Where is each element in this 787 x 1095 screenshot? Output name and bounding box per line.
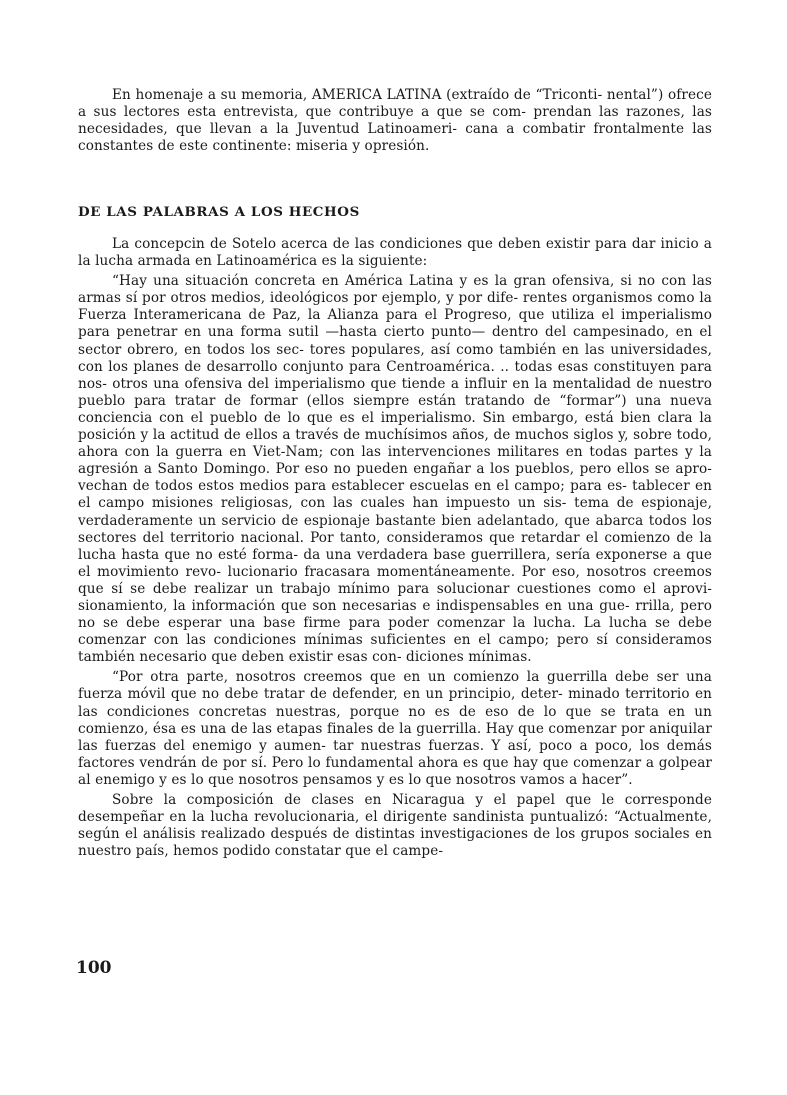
body-text: [78, 236, 712, 860]
intro-paragraph: En homenaje a su memoria, AMERICA LATINA (extraído de “Triconti- nental”) ofrece a sus lectores esta entrevista, que contribuye a que se com- prendan las razones, las necesidades, que llevan a la Juventud Latinoameri- cana a combatir frontalmente las constantes de este continente: miseria y opresión.: [78, 87, 712, 155]
paragraph-2: “Hay una situación concreta en América Latina y es la gran ofensiva, si no con las armas sí por otros medios, ideológicos por ejemplo, y por dife- rentes organismos como la Fuerza Interamericana de Paz, la Alianza para el Progreso, que utiliza el imperialismo para penetrar en una forma sutil —hasta cierto punto— dentro del campesinado, en el sector obrero, en todos los sec- tores populares, así como también en las universidades, con los planes de desarrollo conjunto para Centroamérica. .. todas esas constituyen para nos- otros una ofensiva del imperialismo que tiende a influir en la mentalidad de nuestro pueblo para tratar de formar (ellos siempre están tratando de “formar”) una nueva conciencia con el pueblo de lo que es el imperialismo. Sin embargo, está bien clara la posición y la actitud de ellos a través de muchísimos años, de muchos siglos y, sobre todo, ahora con la guerra en Viet-Nam; con las intervenciones militares en todas partes y la agresión a Santo Domingo. Por eso no pueden engañar a los pueblos, pero ellos se apro- vechan de todos estos medios para establecer escuelas en el campo; para es- tablecer en el campo misiones religiosas, con las cuales han impuesto un sis- tema de espionaje, verdaderamente un servicio de espionaje bastante bien adelantado, que abarca todos los sectores del territorio nacional. Por tanto, consideramos que retardar el comienzo de la lucha hasta que no esté forma- da una verdadera base guerrillera, sería exponerse a que el movimiento revo- lucionario fracasara momentáneamente. Por eso, nosotros creemos que sí se debe realizar un trabajo mínimo para solucionar cuestiones como el aprovi- sionamiento, la información que son necesarias e indispensables en una gue- rrilla, pero no se debe esperar una base firme para poder comenzar la lucha. La lucha se debe comenzar con las condiciones mínimas suficientes en el campo; pero sí consideramos también necesario que deben existir esas con- diciones mínimas.: [78, 273, 712, 666]
paragraph-1: La concepcin de Sotelo acerca de las condiciones que deben existir para dar inicio a la lucha armada en Latinoamérica es la siguiente:: [78, 236, 712, 270]
paragraph-4: Sobre la composición de clases en Nicaragua y el papel que le corresponde desempeñar en la lucha revolucionaria, el dirigente sandinista puntualizó: “Actualmente, según el análisis realizado después de distintas investigaciones de los grupos sociales en nuestro país, hemos podido constatar que el campe-: [78, 792, 712, 860]
paragraph-3: “Por otra parte, nosotros creemos que en un comienzo la guerrilla debe ser una fuerza móvil que no debe tratar de defender, en un principio, deter- minado territorio en las condiciones concretas nuestras, porque no es de eso de lo que se trata en un comienzo, ésa es una de las etapas finales de la guerrilla. Hay que comenzar por aniquilar las fuerzas del enemigo y aumen- tar nuestras fuerzas. Y así, poco a poco, los demás factores vendrán de por sí. Pero lo fundamental ahora es que hay que comenzar a golpear al enemigo y es lo que nosotros pensamos y es lo que nosotros vamos a hacer”.: [78, 669, 712, 788]
intro-block: [78, 87, 712, 155]
page-number: 100: [76, 958, 112, 978]
section-heading: DE LAS PALABRAS A LOS HECHOS: [78, 204, 360, 220]
